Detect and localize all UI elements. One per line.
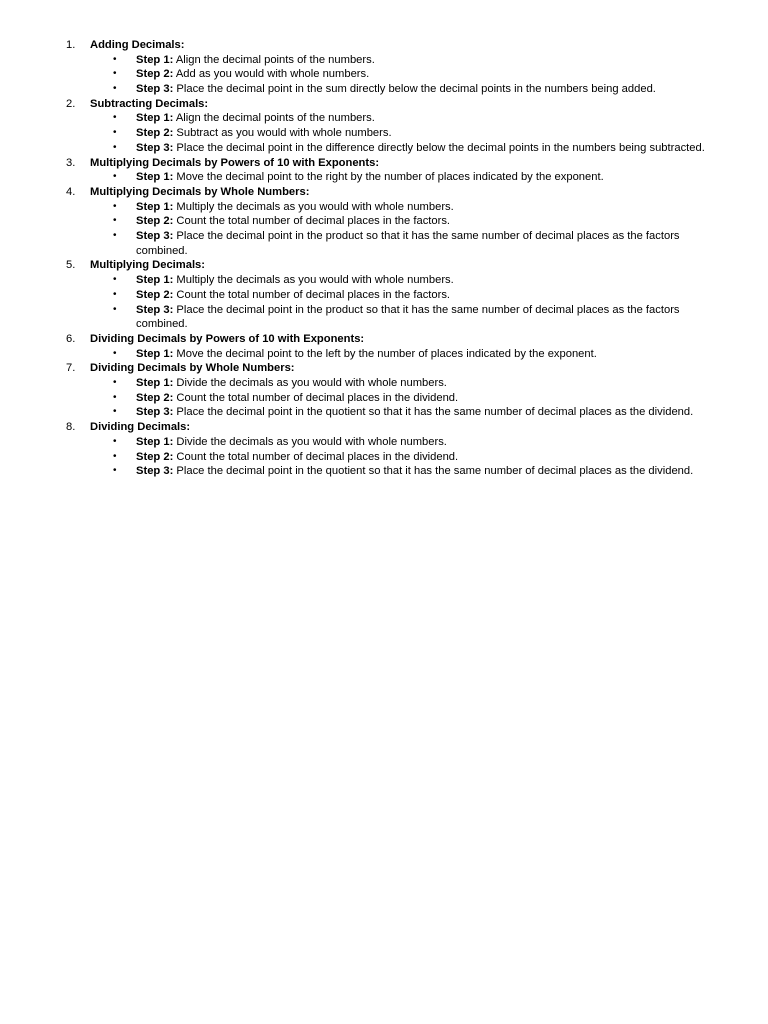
bullet-icon: •: [113, 127, 117, 139]
step-label: Step 2:: [136, 215, 174, 228]
step-list: [0, 170, 768, 185]
section-item: [0, 185, 768, 259]
bullet-icon: •: [113, 435, 117, 447]
step-text: Move the decimal point to the left by the number of places indicated by the exponent.: [176, 347, 597, 360]
bullet-icon: •: [113, 303, 117, 315]
section-item: [0, 97, 768, 156]
document-page: [0, 38, 768, 479]
bullet-icon: •: [113, 141, 117, 153]
step-label: Step 3:: [136, 83, 174, 96]
bullet-icon: •: [113, 230, 117, 242]
step-label: Step 2:: [136, 288, 174, 301]
step-item: [0, 53, 768, 68]
step-label: Step 1:: [136, 377, 174, 390]
step-label: Step 1:: [136, 435, 174, 448]
step-item: [0, 464, 768, 479]
step-label: Step 1:: [136, 112, 174, 125]
section-item: [0, 361, 768, 420]
step-text: Move the decimal point to the right by the number of places indicated by the exponent.: [176, 171, 604, 184]
bullet-icon: •: [113, 171, 117, 183]
step-label: Step 2:: [136, 391, 174, 404]
step-label: Step 3:: [136, 303, 174, 316]
bullet-icon: •: [113, 83, 117, 95]
bullet-icon: •: [113, 406, 117, 418]
step-label: Step 3:: [136, 141, 174, 154]
bullet-icon: •: [113, 465, 117, 477]
section-number: 3.: [66, 156, 76, 169]
step-item: [0, 229, 768, 258]
step-text: Add as you would with whole numbers.: [175, 68, 370, 81]
step-label: Step 1:: [136, 53, 174, 66]
step-text: Divide the decimals as you would with whole numbers.: [176, 377, 447, 390]
step-label: Step 1:: [136, 171, 174, 184]
step-label: Step 1:: [136, 274, 174, 287]
step-item: [0, 170, 768, 185]
step-item: [0, 450, 768, 465]
section-item: [0, 38, 768, 97]
section-title: Dividing Decimals:: [90, 421, 191, 434]
section-heading: [0, 185, 768, 200]
step-text: Place the decimal point in the quotient so that it has the same number of decimal places as the dividend.: [176, 406, 694, 419]
step-item: [0, 347, 768, 362]
step-text: Place the decimal point in the sum directly below the decimal points in the numbers being added.: [176, 83, 656, 96]
step-list: [0, 273, 768, 332]
step-label: Step 3:: [136, 230, 174, 243]
step-label: Step 3:: [136, 406, 174, 419]
step-item: [0, 67, 768, 82]
section-heading: [0, 258, 768, 273]
section-heading: [0, 38, 768, 53]
step-item: [0, 405, 768, 420]
step-list: [0, 435, 768, 479]
section-number: 1.: [66, 39, 76, 51]
step-text: Align the decimal points of the numbers.: [175, 53, 375, 66]
section-title: Dividing Decimals by Whole Numbers:: [90, 362, 295, 375]
section-title: Multiplying Decimals:: [90, 259, 205, 272]
bullet-icon: •: [113, 68, 117, 80]
section-heading: [0, 97, 768, 112]
bullet-icon: •: [113, 450, 117, 462]
step-item: [0, 82, 768, 97]
step-item: [0, 303, 768, 332]
bullet-icon: •: [113, 377, 117, 389]
step-label: Step 3:: [136, 465, 174, 478]
section-title: Multiplying Decimals by Whole Numbers:: [90, 185, 310, 198]
step-list: [0, 53, 768, 97]
step-text: Multiply the decimals as you would with whole numbers.: [176, 274, 454, 287]
section-number: 4.: [66, 185, 76, 198]
bullet-icon: •: [113, 53, 117, 65]
step-item: [0, 273, 768, 288]
step-text: Align the decimal points of the numbers.: [175, 112, 375, 125]
step-list: [0, 376, 768, 420]
step-item: [0, 141, 768, 156]
step-text: Place the decimal point in the difference directly below the decimal points in the numbers being subtracted.: [176, 141, 705, 154]
bullet-icon: •: [113, 391, 117, 403]
section-list: [0, 38, 768, 479]
step-text: Place the decimal point in the product so that it has the same number of decimal places as the factors combined.: [136, 303, 680, 331]
section-number: 2.: [66, 97, 76, 110]
section-title: Multiplying Decimals by Powers of 10 with Exponents:: [90, 156, 380, 169]
step-item: [0, 288, 768, 303]
section-heading: [0, 361, 768, 376]
step-text: Place the decimal point in the quotient so that it has the same number of decimal places as the dividend.: [176, 465, 694, 478]
step-text: Subtract as you would with whole numbers.: [176, 127, 392, 140]
step-label: Step 1:: [136, 200, 174, 213]
bullet-icon: •: [113, 288, 117, 300]
step-list: [0, 111, 768, 155]
step-label: Step 2:: [136, 450, 174, 463]
section-item: [0, 258, 768, 332]
step-text: Count the total number of decimal places in the factors.: [176, 288, 451, 301]
bullet-icon: •: [113, 200, 117, 212]
step-list: [0, 200, 768, 259]
step-text: Multiply the decimals as you would with whole numbers.: [176, 200, 454, 213]
step-item: [0, 126, 768, 141]
step-item: [0, 435, 768, 450]
section-item: [0, 156, 768, 185]
section-number: 5.: [66, 259, 76, 272]
section-item: [0, 332, 768, 361]
bullet-icon: •: [113, 215, 117, 227]
step-text: Place the decimal point in the product so that it has the same number of decimal places as the factors combined.: [136, 230, 680, 257]
bullet-icon: •: [113, 274, 117, 286]
section-number: 7.: [66, 362, 76, 375]
step-text: Count the total number of decimal places in the factors.: [176, 215, 451, 228]
step-item: [0, 111, 768, 126]
section-item: [0, 420, 768, 479]
step-item: [0, 200, 768, 215]
section-number: 6.: [66, 332, 76, 345]
bullet-icon: •: [113, 347, 117, 359]
step-text: Count the total number of decimal places in the dividend.: [176, 391, 459, 404]
step-item: [0, 376, 768, 391]
step-label: Step 2:: [136, 127, 174, 140]
section-heading: [0, 156, 768, 171]
bullet-icon: •: [113, 112, 117, 124]
section-title: Dividing Decimals by Powers of 10 with Exponents:: [90, 332, 365, 345]
section-heading: [0, 420, 768, 435]
section-number: 8.: [66, 421, 76, 434]
step-item: [0, 391, 768, 406]
step-text: Divide the decimals as you would with whole numbers.: [176, 435, 447, 448]
section-heading: [0, 332, 768, 347]
step-list: [0, 347, 768, 362]
step-label: Step 2:: [136, 68, 174, 81]
section-title: Subtracting Decimals:: [90, 97, 209, 110]
step-item: [0, 214, 768, 229]
step-label: Step 1:: [136, 347, 174, 360]
step-text: Count the total number of decimal places in the dividend.: [176, 450, 459, 463]
section-title: Adding Decimals:: [90, 39, 185, 51]
